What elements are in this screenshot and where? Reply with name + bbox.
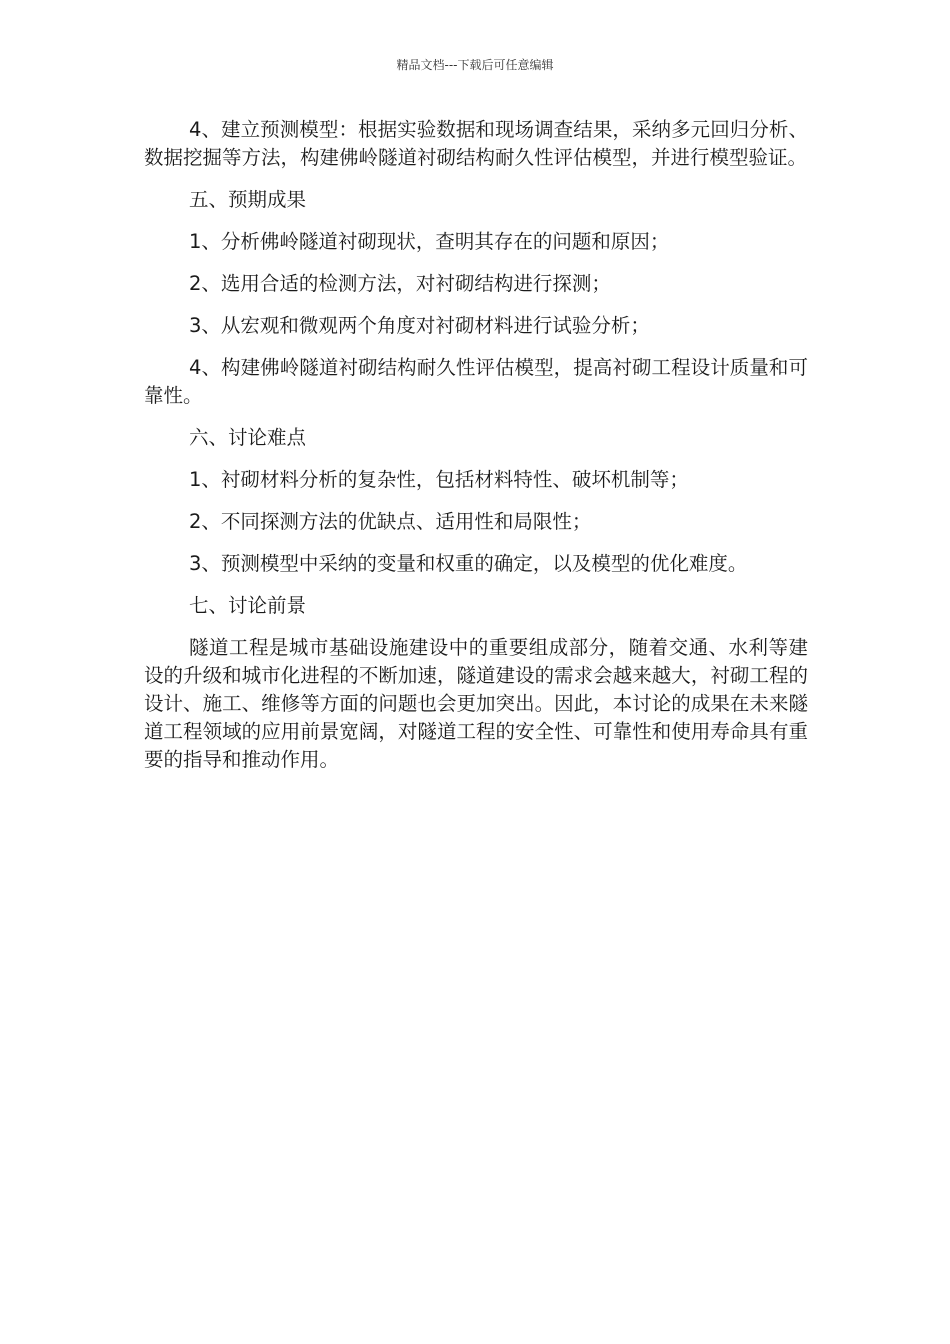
document-body	[144, 116, 808, 788]
paragraph-prospects: 隧道工程是城市基础设施建设中的重要组成部分，随着交通、水利等建设的升级和城市化进程的不断加速，隧道建设的需求会越来越大，衬砌工程的设计、施工、维修等方面的问题也会更加突出。因此，本讨论的成果在未来隧道工程领域的应用前景宽阔，对隧道工程的安全性、可靠性和使用寿命具有重要的指导和推动作用。	[144, 636, 808, 771]
page-header: 精品文档---下载后可任意编辑	[396, 58, 554, 72]
list-item: 1、分析佛岭隧道衬砌现状，查明其存在的问题和原因；	[189, 230, 670, 253]
list-item: 1、衬砌材料分析的复杂性，包括材料特性、破坏机制等；	[189, 468, 689, 491]
section-heading-expected-results: 五、预期成果	[189, 188, 307, 211]
section-heading-difficulties: 六、讨论难点	[189, 426, 307, 449]
list-item: 4、构建佛岭隧道衬砌结构耐久性评估模型，提高衬砌工程设计质量和可靠性。	[144, 356, 808, 407]
section-heading-prospects: 七、讨论前景	[189, 594, 307, 617]
list-item: 3、预测模型中采纳的变量和权重的确定，以及模型的优化难度。	[189, 552, 748, 575]
list-item: 2、选用合适的检测方法，对衬砌结构进行探测；	[189, 272, 611, 295]
list-item: 3、从宏观和微观两个角度对衬砌材料进行试验分析；	[189, 314, 650, 337]
list-item: 2、不同探测方法的优缺点、适用性和局限性；	[189, 510, 592, 533]
paragraph-model-building: 4、建立预测模型：根据实验数据和现场调查结果，采纳多元回归分析、数据挖掘等方法，构建佛岭隧道衬砌结构耐久性评估模型，并进行模型验证。	[144, 118, 808, 169]
